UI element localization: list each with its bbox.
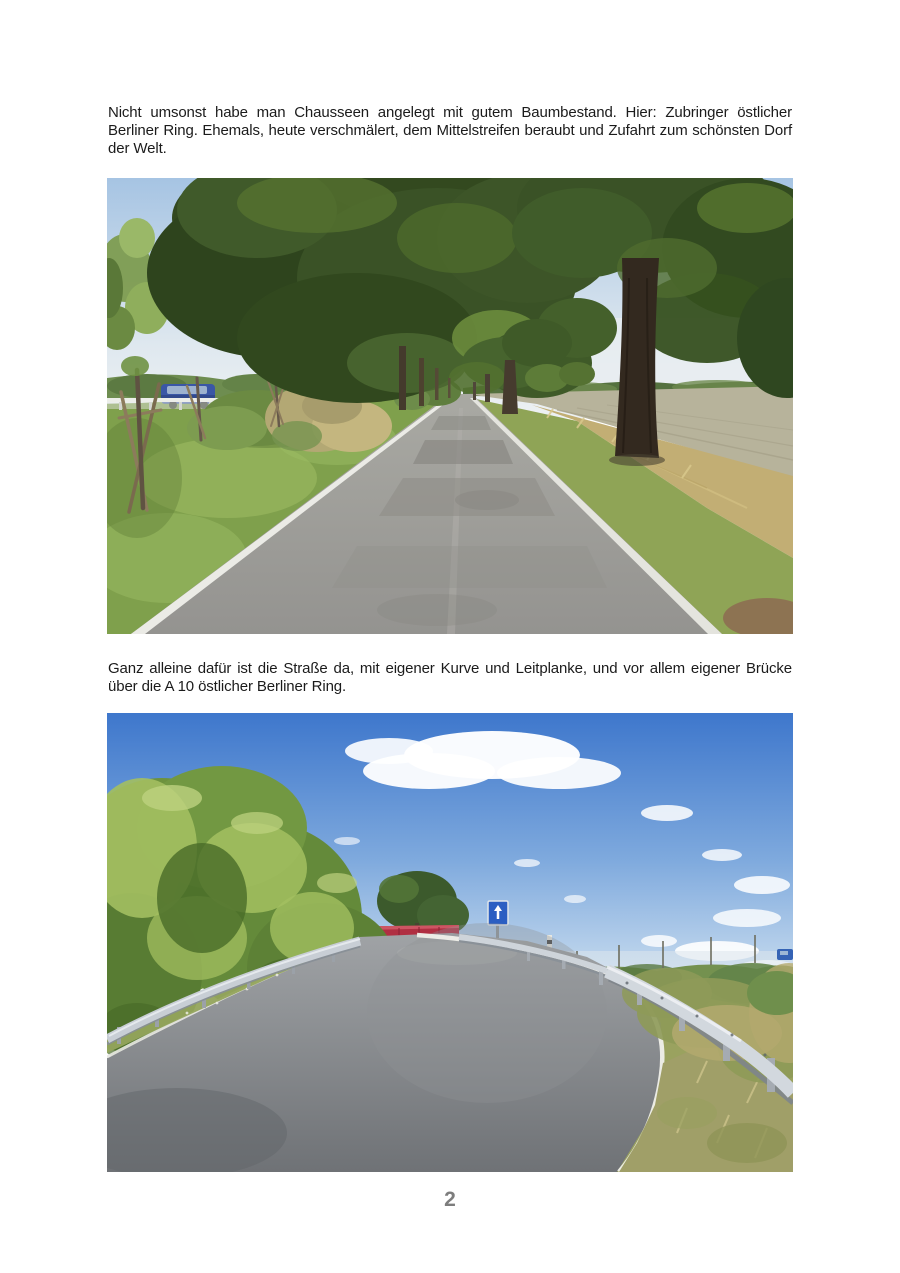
paragraph-chausseen: Nicht umsonst habe man Chausseen angelegt mit gutem Baumbestand. Hier: Zubringer östlicher Berliner Ring. Ehemals, heute verschmälert, dem Mittelstreifen beraubt und Zufahrt zum schönsten Dorf der Welt. (108, 104, 792, 157)
paragraph-bruecke: Ganz alleine dafür ist die Straße da, mit eigener Kurve und Leitplanke, und vor allem eigener Brücke über die A 10 östlicher Berliner Ring. (108, 660, 792, 695)
tree-lined-road-illustration (107, 178, 793, 634)
bridge-road-illustration (107, 713, 793, 1172)
photo-tree-lined-avenue-road (107, 178, 793, 634)
photo-curved-bridge-road (107, 713, 793, 1172)
page-number: 2 (444, 1188, 456, 1211)
